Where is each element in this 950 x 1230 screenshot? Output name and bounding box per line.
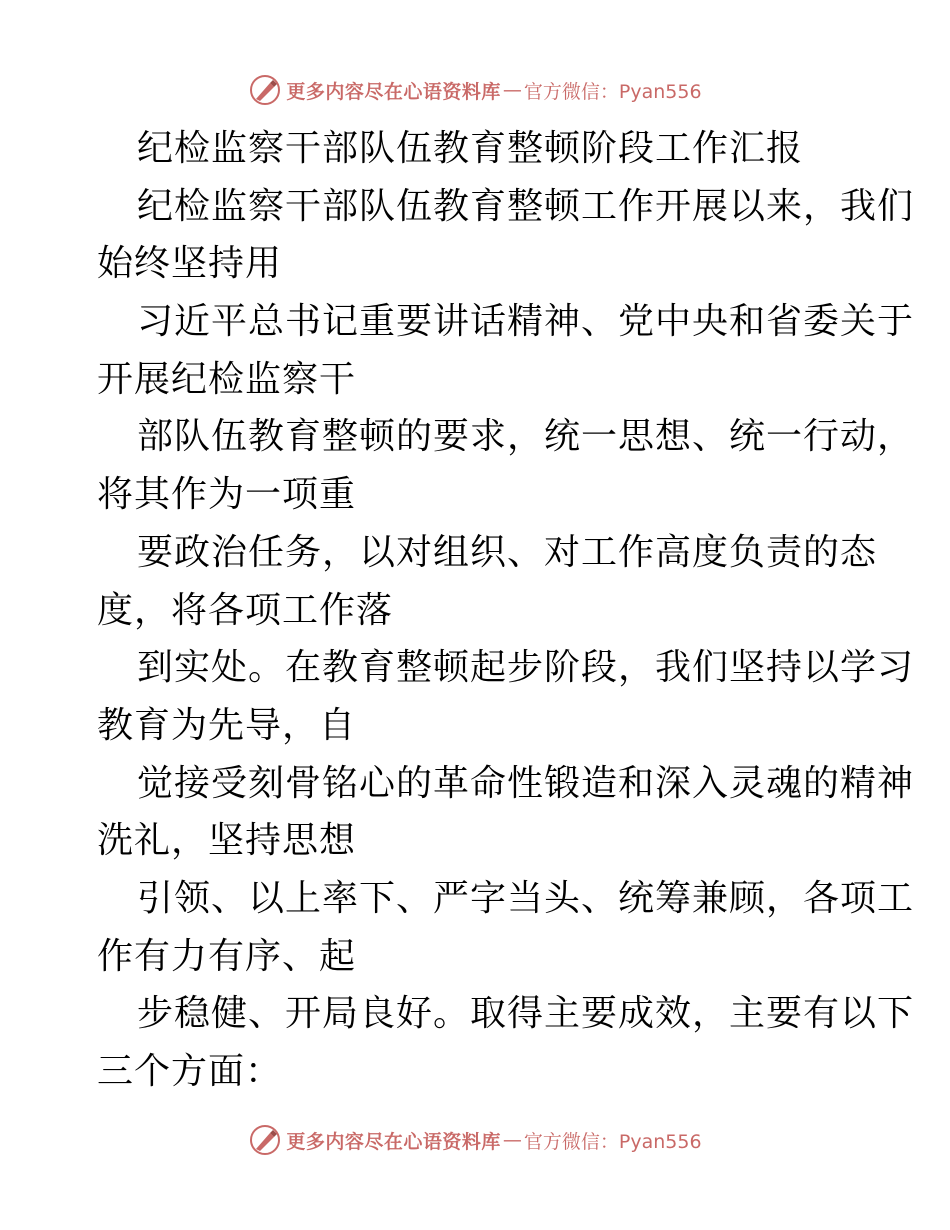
text-line: 要政治任务，以对组织、对工作高度负责的态 [137, 531, 878, 573]
text-line: 引领、以上率下、严字当头、统筹兼顾，各项工 [137, 877, 915, 919]
document-body [97, 120, 915, 1101]
text-line: 习近平总书记重要讲话精神、党中央和省委关于 [137, 301, 915, 343]
watermark-dash: — [502, 1129, 522, 1151]
text-line: 步稳健、开局良好。取得主要成效，主要有以下 [137, 993, 915, 1035]
text-line: 部队伍教育整顿的要求，统一思想、统一行动， [137, 416, 915, 458]
watermark-wechat: 官方微信：Pyan556 [523, 80, 702, 103]
text-line: 纪检监察干部队伍教育整顿工作开展以来，我们 [137, 185, 915, 227]
watermark-dash: — [502, 79, 522, 101]
pen-logo-icon [248, 73, 282, 107]
watermark-brand: 更多内容尽在心语资料库 [286, 80, 501, 103]
footer-watermark [0, 1120, 950, 1160]
watermark-wechat: 官方微信：Pyan556 [523, 1130, 702, 1153]
pen-logo-icon [248, 1123, 282, 1157]
text-line: 三个方面： [97, 1051, 283, 1092]
text-line: 始终坚持用 [97, 243, 283, 285]
text-line: 将其作为一项重 [97, 474, 357, 516]
watermark-brand: 更多内容尽在心语资料库 [286, 1130, 501, 1153]
text-line: 开展纪检监察干 [97, 358, 357, 400]
text-line: 作有力有序、起 [97, 935, 357, 977]
header-watermark [0, 70, 950, 110]
text-line: 到实处。在教育整顿起步阶段，我们坚持以学习 [137, 647, 915, 689]
document-title: 纪检监察干部队伍教育整顿阶段工作汇报 [137, 128, 804, 169]
text-line: 洗礼，坚持思想 [97, 820, 357, 862]
text-line: 教育为先导，自 [97, 704, 357, 746]
text-line: 觉接受刻骨铭心的革命性锻造和深入灵魂的精神 [137, 762, 915, 804]
text-line: 度，将各项工作落 [97, 589, 394, 631]
